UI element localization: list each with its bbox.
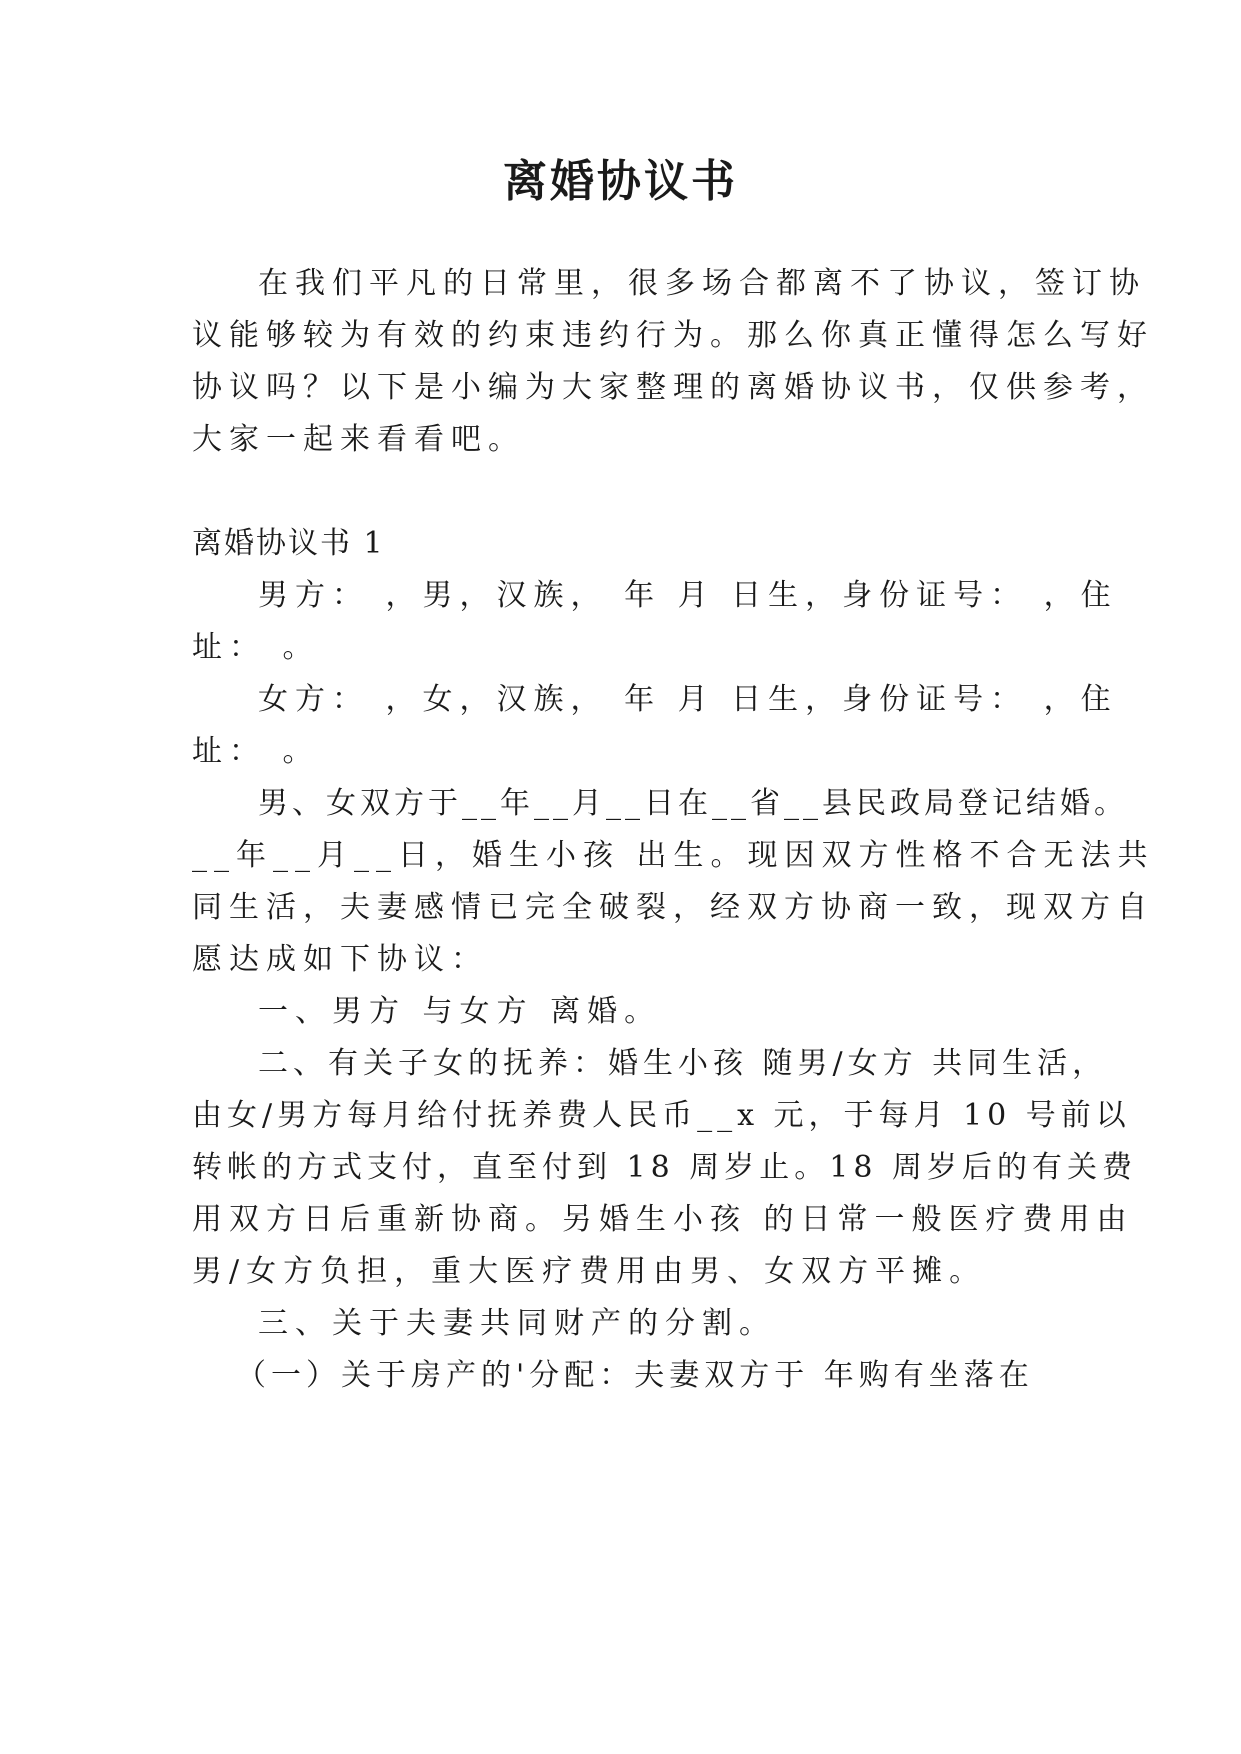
section-heading: 离婚协议书 1 [192, 526, 385, 561]
text-line: 在我们平凡的日常里，很多场合都离不了协议，签订协 [258, 266, 1146, 301]
text-line: 愿达成如下协议： [192, 942, 488, 977]
text-line: 同生活，夫妻感情已完全破裂，经双方协商一致，现双方自 [192, 890, 1154, 925]
text-line: 一、男方 与女方 离婚。 [258, 994, 662, 1029]
document-title: 离婚协议书 [503, 156, 738, 207]
text-line: 协议吗？以下是小编为大家整理的离婚协议书，仅供参考， [192, 370, 1154, 405]
text-line: 三、关于夫妻共同财产的分割。 [258, 1306, 776, 1341]
text-line: 转帐的方式支付，直至付到 18 周岁止。18 周岁后的有关费 [192, 1150, 1137, 1185]
text-line: 议能够较为有效的约束违约行为。那么你真正懂得怎么写好 [192, 318, 1154, 353]
text-line: 址： 。 [192, 630, 320, 665]
text-line: 男、女双方于__年__月__日在__省__县民政局登记结婚。 [258, 786, 1128, 821]
text-line: 二、有关子女的抚养：婚生小孩 随男/女方 共同生活， [258, 1046, 1108, 1081]
text-line: （一）关于房产的'分配：夫妻双方于 年购有坐落在 [236, 1358, 1034, 1393]
text-line: 男/女方负担，重大医疗费用由男、女双方平摊。 [192, 1254, 987, 1289]
text-line: 用双方日后重新协商。另婚生小孩 的日常一般医疗费用由 [192, 1202, 1134, 1237]
text-line: 由女/男方每月给付抚养费人民币__x 元，于每月 10 号前以 [192, 1098, 1131, 1133]
text-line: 大家一起来看看吧。 [192, 422, 525, 457]
text-line: 女方： ，女，汉族， 年 月 日生，身份证号： ，住 [258, 682, 1118, 717]
text-line: __年__月__日，婚生小孩 出生。现因双方性格不合无法共 [192, 838, 1155, 873]
text-line: 址： 。 [192, 734, 320, 769]
text-line: 男方： ，男，汉族， 年 月 日生，身份证号： ，住 [258, 578, 1118, 613]
